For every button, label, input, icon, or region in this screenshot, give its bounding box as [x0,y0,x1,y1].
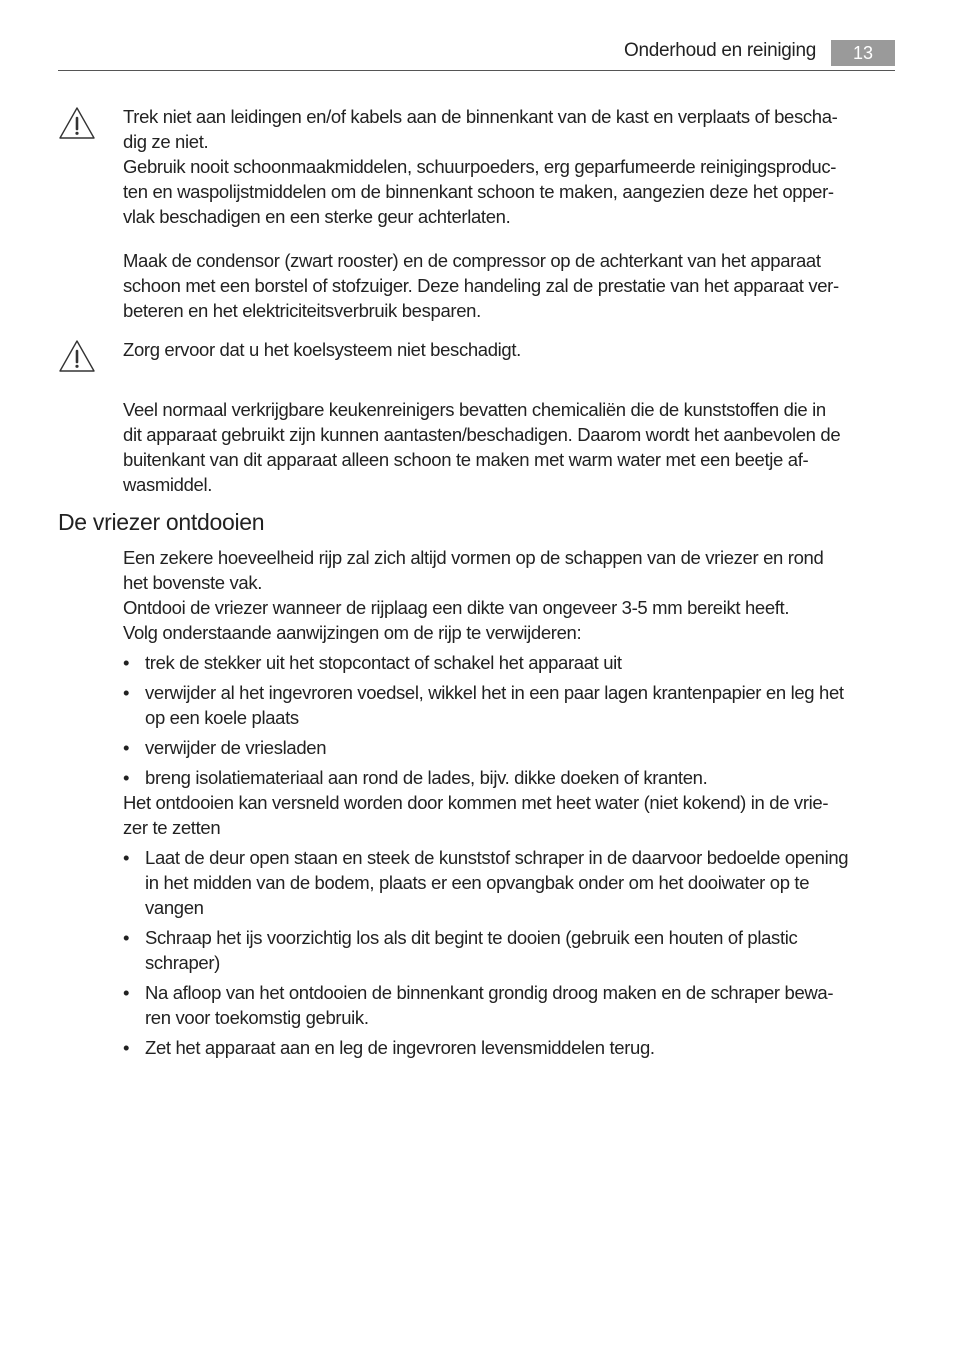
warning-cables-paragraph [123,104,895,229]
list-item [123,680,895,730]
text-line: • trek de stekker uit het stopcontact of schakel het apparaat uit [145,652,622,673]
text-line: dit apparaat gebruikt zijn kunnen aantasten/beschadigen. Daarom wordt het aanbevolen de [123,424,841,445]
header-divider [58,70,895,71]
list-item [123,765,895,790]
section-heading: De vriezer ontdooien [58,509,265,535]
text-line: • verwijder de vriesladen [145,737,327,758]
page-number-badge: 13 [831,40,895,66]
text-line: schraper) [145,952,220,973]
text-line: buitenkant van dit apparaat alleen schoon te maken met warm water met een beetje af- [123,449,809,470]
text-line: Volg onderstaande aanwijzingen om de rijp te verwijderen: [123,622,582,643]
condensor-paragraph [123,248,895,323]
text-line: Een zekere hoeveelheid rijp zal zich altijd vormen op de schappen van de vriezer en rond [123,547,824,568]
list-item [123,1035,895,1060]
text-line: Ontdooi de vriezer wanneer de rijplaag een dikte van ongeveer 3-5 mm bereikt heeft. [123,597,790,618]
defrost-section-body [123,545,895,1060]
text-line: vlak beschadigen en een sterke geur achterlaten. [123,206,511,227]
text-line: • Zet het apparaat aan en leg de ingevroren levensmiddelen terug. [145,1037,655,1058]
text-line: ren voor toekomstig gebruik. [145,1007,369,1028]
text-line: zer te zetten [123,817,221,838]
text-line: Gebruik nooit schoonmaakmiddelen, schuurpoeders, erg geparfumeerde reinigingsproduc- [123,156,837,177]
cleaners-paragraph [123,397,895,497]
text-line: schoon met een borstel of stofzuiger. Deze handeling zal de prestatie van het apparaat ver- [123,275,839,296]
text-line: vangen [145,897,204,918]
text-line: beteren en het elektriciteitsverbruik besparen. [123,300,481,321]
text-line: Maak de condensor (zwart rooster) en de compressor op de achterkant van het apparaat [123,250,821,271]
list-item [123,980,895,1030]
text-line: • breng isolatiemateriaal aan rond de lades, bijv. dikke doeken of kranten. [145,767,708,788]
text-line: Het ontdooien kan versneld worden door kommen met heet water (niet kokend) in de vrie- [123,792,829,813]
text-line: ten en waspolijstmiddelen om de binnenkant schoon te maken, aangezien deze het opper- [123,181,834,202]
text-line: • verwijder al het ingevroren voedsel, wikkel het in een paar lagen krantenpapier en leg het [145,682,844,703]
text-line: • Laat de deur open staan en steek de kunststof schraper in de daarvoor bedoelde opening [145,847,849,868]
running-header-title: Onderhoud en reiniging [624,40,816,61]
text-line: • Na afloop van het ontdooien de binnenkant grondig droog maken en de schraper bewa- [145,982,834,1003]
warning-triangle-icon [58,106,96,140]
text-line: Trek niet aan leidingen en/of kabels aan de binnenkant van de kast en verplaats of bescha- [123,106,838,127]
warning-cooling-paragraph [123,337,895,362]
text-line: het bovenste vak. [123,572,263,593]
text-line: Zorg ervoor dat u het koelsysteem niet beschadigt. [123,339,521,360]
text-line: in het midden van de bodem, plaats er een opvangbak onder om het dooiwater op te [145,872,810,893]
text-line: wasmiddel. [123,474,213,495]
text-line: op een koele plaats [145,707,299,728]
text-line: dig ze niet. [123,131,209,152]
text-line: • Schraap het ijs voorzichtig los als dit begint te dooien (gebruik een houten of plastic [145,927,798,948]
text-line: Veel normaal verkrijgbare keukenreinigers bevatten chemicaliën die de kunststoffen die in [123,399,826,420]
list-item [123,845,895,920]
list-item [123,925,895,975]
list-item [123,650,895,675]
warning-triangle-icon [58,339,96,373]
list-item [123,735,895,760]
